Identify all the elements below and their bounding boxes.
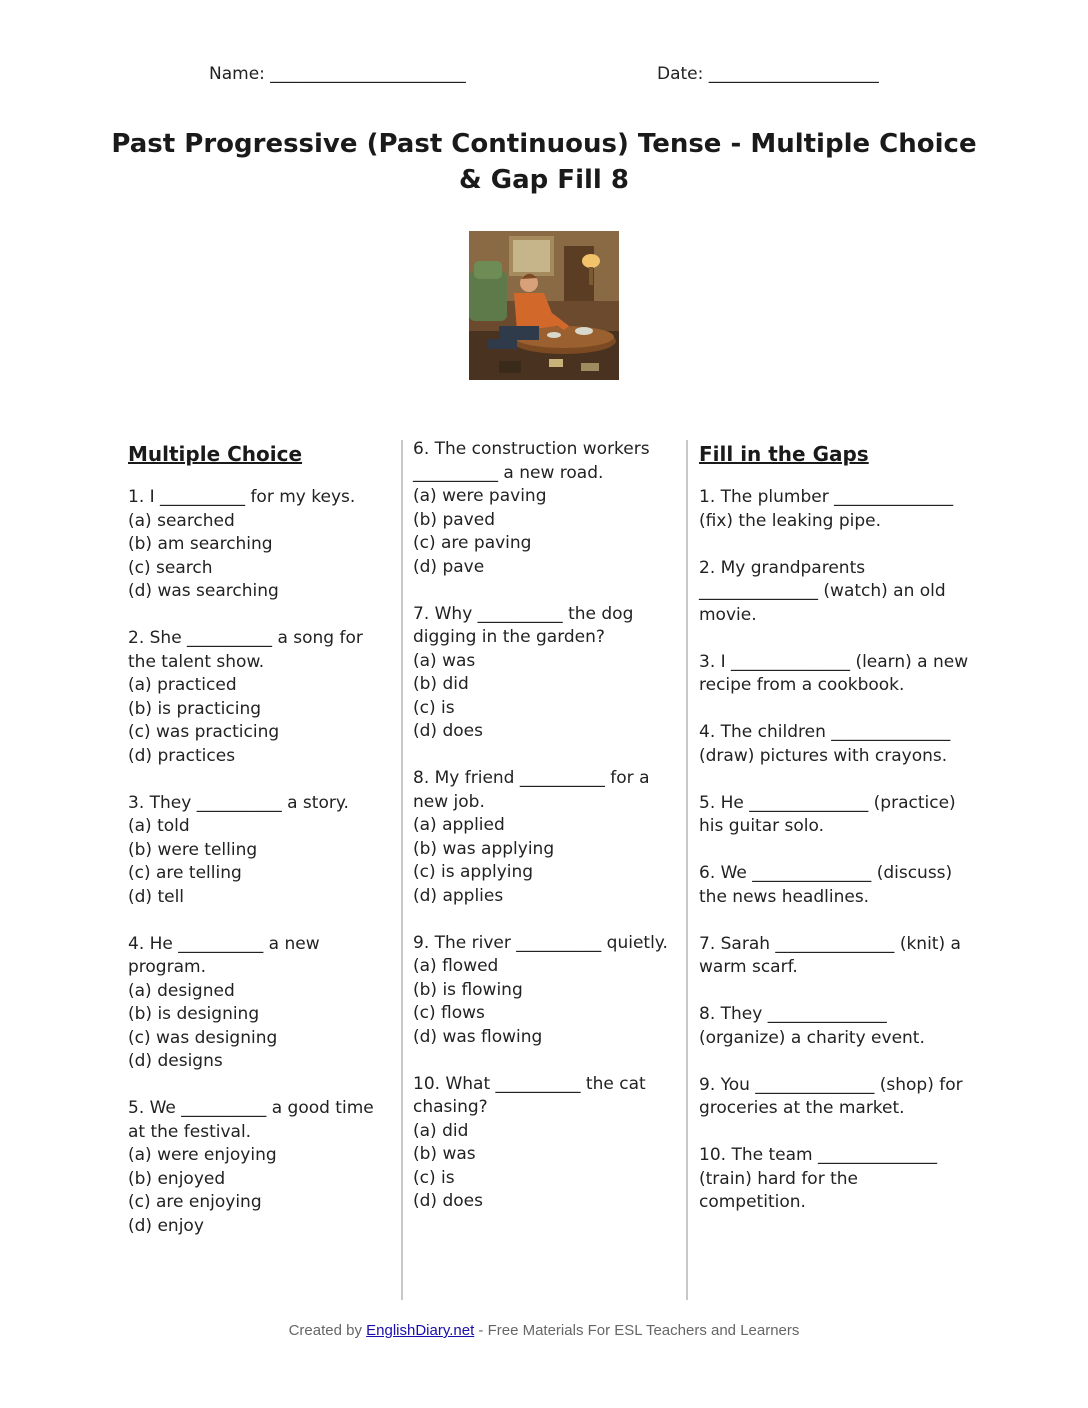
question-prompt: 4. He __________ a new program.	[128, 933, 320, 977]
gap-sentence: 8. They ______________ (organize) a charity event.	[699, 1004, 925, 1048]
gap-item-1	[699, 486, 969, 533]
question-prompt: 7. Why __________ the dog digging in the garden?	[413, 603, 634, 647]
answer-option: (b) is designing	[128, 1004, 260, 1024]
answer-option: (a) were paving	[413, 486, 547, 506]
site-link[interactable]: EnglishDiary.net	[366, 1322, 475, 1339]
mc-question-10	[413, 1073, 678, 1214]
question-prompt: 9. The river __________ quietly.	[413, 932, 668, 953]
gap-item-5	[699, 792, 969, 839]
answer-option: (c) is	[413, 697, 455, 718]
column-divider	[686, 440, 688, 1300]
question-prompt: 10. What __________ the cat chasing?	[413, 1073, 646, 1117]
answer-option: (a) searched	[128, 510, 235, 531]
mc-question-4	[128, 933, 393, 1074]
answer-option: (b) paved	[413, 509, 495, 530]
answer-option: (d) applies	[413, 885, 504, 906]
gap-fill-heading: Fill in the Gaps	[699, 442, 869, 466]
answer-option: (c) flows	[413, 1003, 485, 1023]
mc-question-2	[128, 627, 393, 768]
gap-item-8	[699, 1003, 969, 1050]
answer-option: (a) designed	[128, 980, 235, 1001]
mc-question-7	[413, 603, 678, 744]
answer-option: (a) practiced	[128, 675, 237, 695]
answer-option: (d) does	[413, 721, 483, 741]
gap-sentence: 7. Sarah ______________ (knit) a warm scarf.	[699, 933, 961, 977]
answer-option: (c) is	[413, 1167, 455, 1188]
answer-option: (d) does	[413, 1191, 483, 1211]
answer-option: (a) did	[413, 1120, 469, 1141]
answer-option: (a) told	[128, 816, 190, 836]
answer-option: (d) was searching	[128, 581, 279, 601]
question-prompt: 3. They __________ a story.	[128, 792, 349, 813]
gap-item-3	[699, 651, 969, 698]
answer-option: (d) was flowing	[413, 1026, 543, 1047]
gap-item-4	[699, 721, 969, 768]
gap-sentence: 2. My grandparents ______________ (watch) an old movie.	[699, 557, 946, 625]
answer-option: (a) applied	[413, 815, 505, 835]
footer-prefix: Created by	[288, 1322, 367, 1339]
date-field-label: Date: ____________________	[657, 64, 879, 84]
gap-item-7	[699, 933, 969, 980]
gap-sentence: 9. You ______________ (shop) for groceries at the market.	[699, 1074, 963, 1118]
column-divider	[401, 440, 403, 1300]
question-prompt: 2. She __________ a song for the talent show.	[128, 628, 363, 672]
question-prompt: 5. We __________ a good time at the festival.	[128, 1098, 374, 1142]
answer-option: (b) did	[413, 674, 469, 694]
answer-option: (d) practices	[128, 745, 236, 766]
answer-option: (c) is applying	[413, 862, 534, 882]
multiple-choice-column-2	[413, 438, 678, 1237]
answer-option: (d) designs	[128, 1051, 223, 1071]
answer-option: (c) are enjoying	[128, 1192, 262, 1212]
worksheet-title: Past Progressive (Past Continuous) Tense - Multiple Choice & Gap Fill 8	[111, 129, 977, 195]
question-prompt: 6. The construction workers __________ a new road.	[413, 439, 650, 483]
gap-item-9	[699, 1074, 969, 1121]
answer-option: (c) search	[128, 557, 213, 578]
answer-option: (b) were telling	[128, 839, 258, 860]
answer-option: (b) was applying	[413, 838, 555, 859]
multiple-choice-column-1	[128, 440, 393, 1262]
answer-option: (a) was	[413, 650, 476, 671]
gap-sentence: 10. The team ______________ (train) hard for the competition.	[699, 1145, 937, 1212]
answer-option: (b) was	[413, 1144, 476, 1164]
answer-option: (c) was practicing	[128, 722, 280, 742]
answer-option: (c) are telling	[128, 863, 242, 883]
gap-sentence: 5. He ______________ (practice) his guitar solo.	[699, 792, 956, 836]
answer-option: (c) are paving	[413, 533, 532, 553]
mc-question-1	[128, 486, 393, 604]
answer-option: (d) pave	[413, 556, 485, 577]
mc-question-3	[128, 792, 393, 910]
answer-option: (a) were enjoying	[128, 1145, 277, 1165]
answer-option: (d) enjoy	[128, 1215, 204, 1236]
question-prompt: 8. My friend __________ for a new job.	[413, 768, 650, 812]
answer-option: (d) tell	[128, 886, 185, 907]
answer-option: (b) enjoyed	[128, 1168, 226, 1189]
gap-sentence: 4. The children ______________ (draw) pictures with crayons.	[699, 722, 951, 766]
answer-option: (a) flowed	[413, 956, 499, 976]
name-field-label: Name: _______________________	[209, 64, 466, 84]
gap-sentence: 1. The plumber ______________ (fix) the leaking pipe.	[699, 487, 954, 531]
mc-question-5	[128, 1097, 393, 1238]
mc-question-9	[413, 932, 678, 1050]
gap-item-10	[699, 1144, 969, 1215]
answer-option: (b) is practicing	[128, 698, 262, 719]
mc-question-6	[413, 438, 678, 579]
gap-fill-column	[699, 440, 969, 1238]
footer-credit	[0, 1322, 1088, 1339]
gap-item-2	[699, 557, 969, 628]
answer-option: (b) am searching	[128, 534, 273, 554]
answer-option: (c) was designing	[128, 1027, 278, 1048]
footer-suffix: - Free Materials For ESL Teachers and Learners	[474, 1322, 800, 1339]
mc-question-8	[413, 767, 678, 908]
multiple-choice-heading: Multiple Choice	[128, 442, 303, 466]
gap-item-6	[699, 862, 969, 909]
answer-option: (b) is flowing	[413, 979, 523, 1000]
gap-sentence: 3. I ______________ (learn) a new recipe from a cookbook.	[699, 651, 969, 695]
gap-sentence: 6. We ______________ (discuss) the news headlines.	[699, 863, 953, 907]
question-prompt: 1. I __________ for my keys.	[128, 487, 356, 507]
illustration-man-searching	[469, 231, 619, 380]
